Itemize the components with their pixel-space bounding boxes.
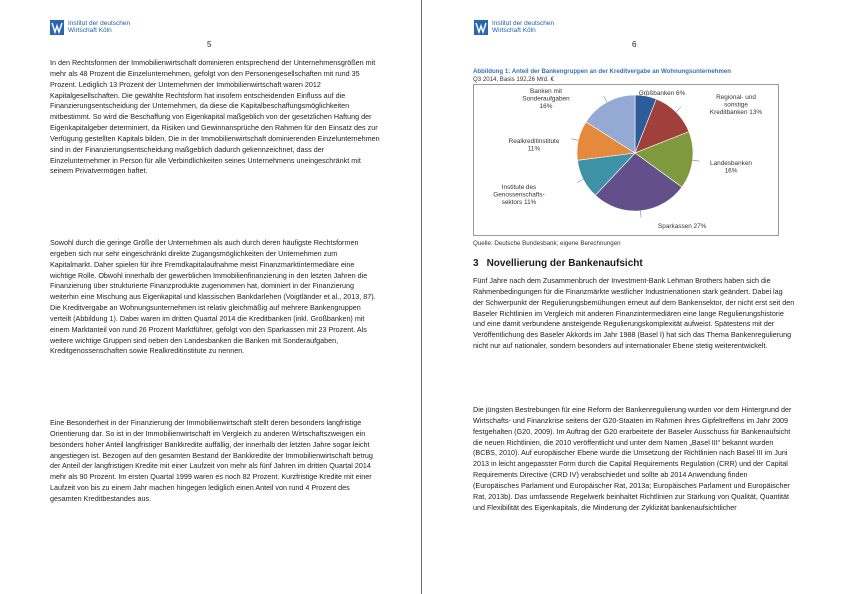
section-title: Novellierung der Bankenaufsicht (486, 258, 643, 269)
pie-leader-line (676, 107, 681, 112)
pie-chart-svg (474, 85, 780, 237)
paragraph: Die jüngsten Bestrebungen für eine Reform der Bankenregulierung wurden vor dem Hintergrund der Wirtschafts- und Finanzkrise seitens der G20-Staaten im Rahmen ihres Gipfeltreffens im Jahr 2009 festgehalten (G20, 2009). Im Auftrag der G20 erarbeitete der Baseler Ausschuss für Bankenaufsicht die neuen Richtlinien, die 2010 veröffentlicht und unter dem Namen „Basel III“ bekannt wurden (BCBS, 2010). Auf europäischer Ebene wurde die Umsetzung der Richtlinien nach Basel III im Juni 2013 in leicht angepasster Form durch die Capital Requirements Regulation (CRR) und der Capital Requirements Directive (CRD IV) verabschiedet und sollte ab 2014 Anwendung finden (Europäisches Parlament und Europäischer Rat, 2013a; Europäisches Parlament und Europäischer Rat, 2013b). Das umfassende Regelwerk beinhaltet Richtlinien zur Stärkung von Qualität, Quantität und Flexibilität des Eigenkapitals, die Minderung der Zyklizität bankenaufsichtlicher (473, 405, 792, 512)
logo-line-1: Institut der deutschen (492, 20, 555, 27)
paragraph: Fünf Jahre nach dem Zusammenbruch der Investment-Bank Lehman Brothers haben sich die Rahmenbedingungen für die Finanzmärkte westlicher Industrienationen stark geändert. Dabei lag der Schwerpunkt der Regulierungsbemühungen erneut auf dem Bankensektor, der nicht erst seit den Baseler Richtlinien im Vergleich mit anderen Finanzintermediären eine lange Regulierungshistorie und eine damit verbundene ansteigende Regulierungskomplexität aufweist. Spätestens mit der Veröffentlichung des Baseler Akkords im Jahr 1988 (Basel I) hat sich das Thema Bankenregulierung nicht nur auf nationaler, sondern besonders auf internationaler Ebene stetig weiterentwickelt. (473, 276, 795, 351)
paragraph: Eine Besonderheit in der Finanzierung der Immobilienwirtschaft stellt deren besonders langfristige Orientierung dar. So ist in der Immobilienwirtschaft im Vergleich zu anderen Wirtschaftszweigen ein besonders hoher Anteil langfristiger Bankkredite auffällig, der innerhalb der letzten Jahre sogar leicht angestiegen ist. Bezogen auf den gesamten Bestand der Bankkredite der Immobilienwirtschaft betrug der Anteil der langfristigen Kredite mit einer Laufzeit von mehr als fünf Jahren im dritten Quartal 2014 mehr als 90 Prozent. Im ersten Quartal 1999 waren es noch 82 Prozent. Kurzfristige Kredite mit einer Laufzeit von bis zu einem Jahr machen hingegen lediglich einen Anteil von rund 4 Prozent des gesamten Kreditbestandes aus. (50, 418, 373, 503)
paragraph: Sowohl durch die geringe Größe der Unternehmen als auch durch deren häufigste Rechtsformen ergeben sich nur sehr eingeschränkt direkte Zugangsmöglichkeiten der Unternehmen zum Kapitalmarkt. Daher spielen für ihre Fremdkapitalaufnahme meist Finanzmarktintermediäre eine wichtige Rolle. Obwohl innerhalb der gewerblichen Immobilienfinanzierung in den letzten Jahren die Finanzierung über strukturierte Finanzprodukte zugenommen hat, dominiert in der Finanzierung weiterhin eine Mischung aus Eigenkapital und klassischen Bankdarlehen (Voigtländer et al., 2013, 87). Die Kreditvergabe an Wohnungsunternehmen ist relativ gleichmäßig auf mehrere Bankengruppen verteilt (Abbildung 1). Dabei waren im dritten Quartal 2014 die Kreditbanken (inkl. Großbanken) mit einem Marktanteil von rund 26 Prozent Marktführer, gefolgt von den Sparkassen mit 23 Prozent. Als weitere wichtige Gruppen sind neben den Landesbanken die Banken mit Sonderaufgaben, Kreditgenossenschaften sowie Realkreditinstitute zu nennen. (50, 238, 376, 356)
logo (50, 20, 130, 35)
pie-slice-label: Regional- und sonstige Kreditbanken 13% (709, 94, 763, 116)
logo-line-2: Wirtschaft Köln (68, 27, 112, 35)
figure-caption: Abbildung 1: Anteil der Bankengruppen an der Kreditvergabe an Wohnungsunternehmen (473, 68, 731, 75)
pie-slice-label: Institute des Genossenschafts-sektors 11% (493, 184, 545, 206)
paragraph: In den Rechtsformen der Immobilienwirtschaft dominieren entsprechend der Unternehmensgrößen mit mehr als 48 Prozent die Einzelunternehmen, gefolgt von den Personengesellschaften mit rund 35 Prozent. Lediglich 13 Prozent der Unternehmen der Immobilienwirtschaft waren 2012 Kapitalgesellschaften. Die gewählte Rechtsform hat insofern entscheidenden Einfluss auf die Finanzierungsentscheidung der Unternehmen, da diese die Kapitalbeschaffungsmöglichkeiten mitbestimmt. So wird die Beschaffung von Eigenkapital maßgeblich von der gesetzlichen Haftung der Eigenkapitalgeber determiniert, da Risiken und Gewinnansprüche den Rahmen für den Einsatz des zur Verfügung gestellten Kapitals bilden. Die in der Immobilienwirtschaft dominierenden Einzelunternehmen sind in der Finanzierungsentscheidung maßgeblich dadurch gekennzeichnet, dass der Einzelunternehmer in Person für alle Verbindlichkeiten seines Unternehmens uneingeschränkt mit seinem Privatvermögen haftet. (50, 58, 380, 176)
figure-subtitle: Q3 2014, Basis 192,26 Mrd. € (473, 76, 554, 83)
page-5 (0, 0, 421, 594)
pie-leader-line (604, 96, 607, 102)
logo-line-1: Institut der deutschen (68, 20, 131, 27)
section-number: 3 (473, 258, 479, 269)
logo-text (68, 20, 130, 35)
pie-leader-line (640, 211, 641, 218)
pie-leader-line (572, 139, 579, 141)
figure-source: Quelle: Deutsche Bundesbank; eigene Berechnungen (473, 240, 621, 247)
pie-slice-label: Sparkassen 27% (658, 223, 707, 230)
pie-slice-label: Banken mit Sonderaufgaben 16% (522, 88, 570, 110)
logo (474, 20, 554, 35)
iw-logo-icon (474, 20, 488, 35)
pie-slice-label: Großbanken 6% (638, 90, 686, 97)
pie-slice-label: Realkreditinstitute 11% (508, 138, 560, 153)
page-number: 5 (207, 40, 212, 49)
logo-text (492, 20, 554, 35)
logo-line-2: Wirtschaft Köln (492, 27, 536, 35)
pie-leader-line (693, 160, 700, 161)
pie-chart (473, 84, 779, 236)
pie-slice-label: Landesbanken 16% (710, 160, 752, 175)
pie-leader-line (577, 179, 583, 182)
section-heading (473, 258, 793, 269)
iw-logo-icon (50, 20, 64, 35)
page-number: 6 (632, 40, 637, 49)
